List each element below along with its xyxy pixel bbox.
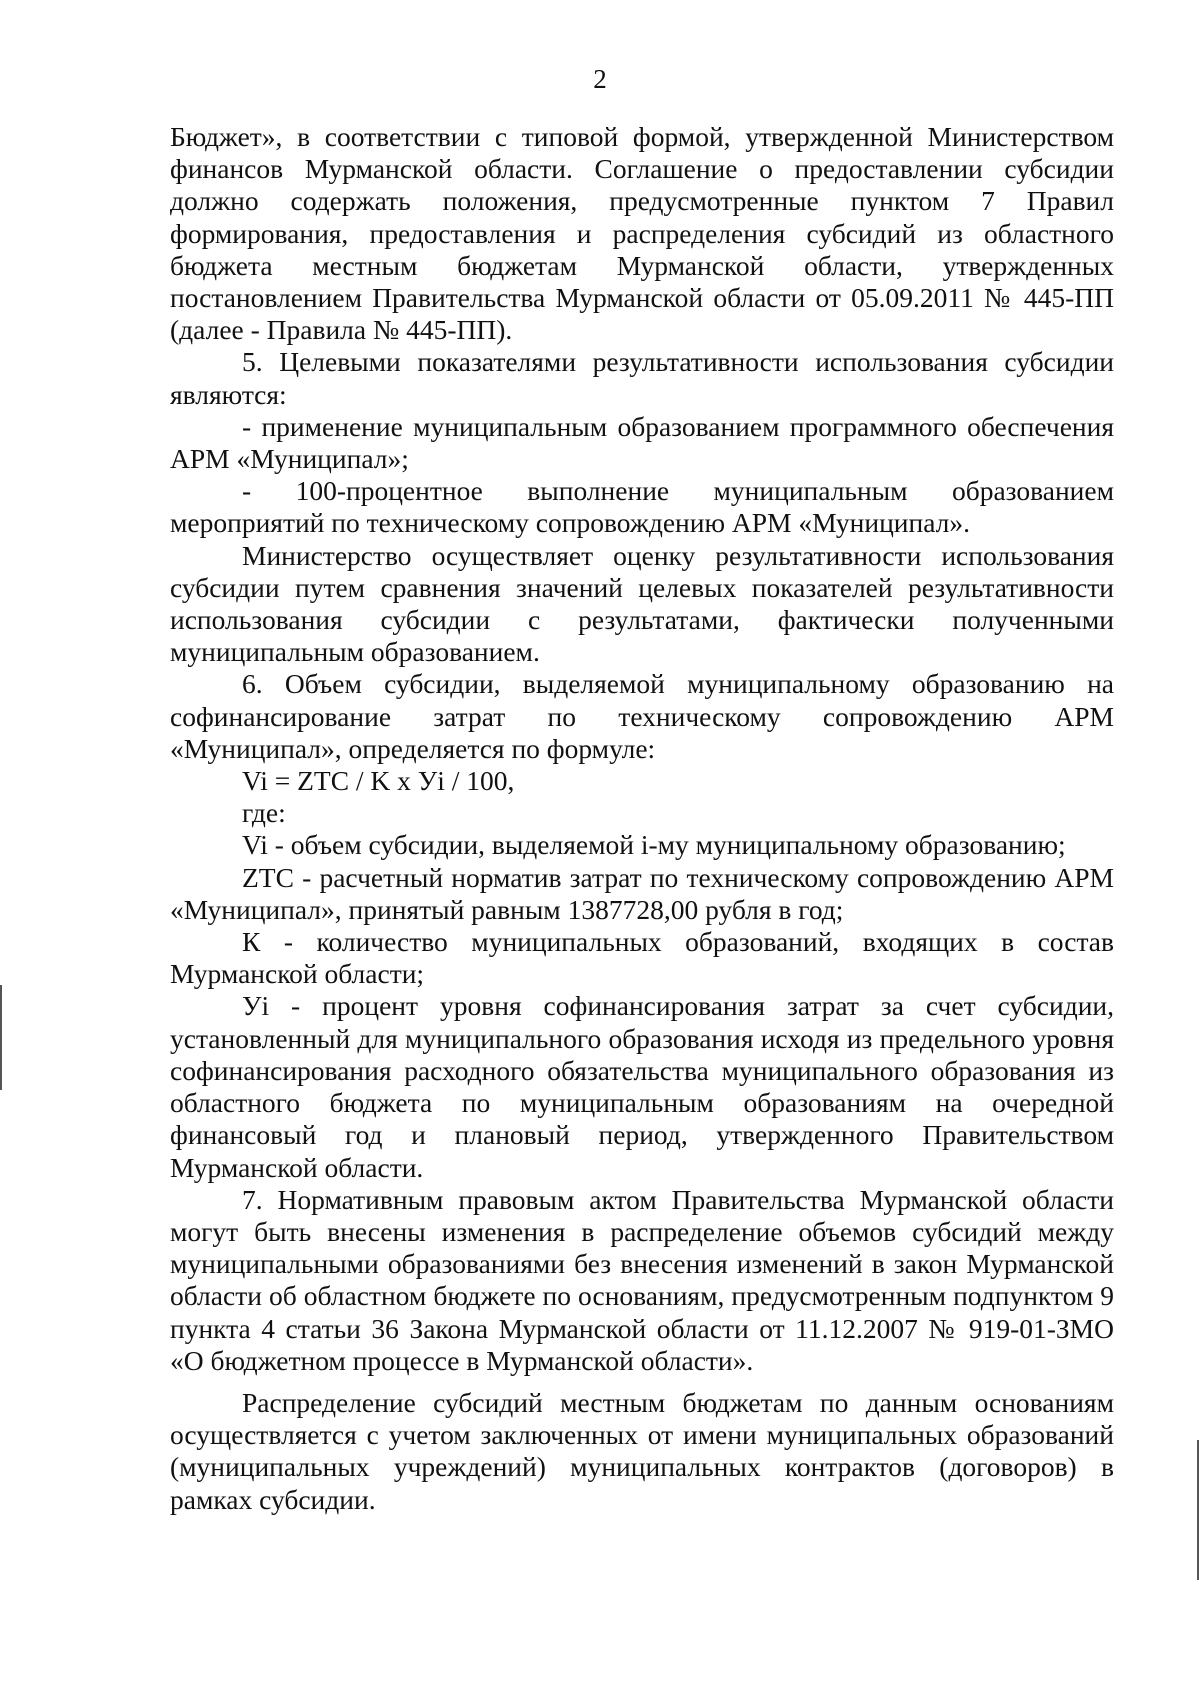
formula-where: где: (242, 797, 286, 829)
paragraph-continuation: Бюджет», в соответствии с типовой формой, утвержденной Министерством финансов Мурманской области. Соглашение о предоставлении субсидии должно содержать положения, предусмотренные пунктом 7 Правил формирования, предоставления и распределения субсидий из областного бюджета местным бюджетам Мурманской области, утвержденных постановлением Правительства Мурманской области от 05.09.2011 № 445-ПП (далее - Правила № 445-ПП). (170, 121, 1114, 346)
formula-term-yi: Уi - процент уровня софинансирования затрат за счет субсидии, установленный для муниципального образования исходя из предельного уровня софинансирования расходного обязательства муниципального образования из областного бюджета по муниципальным образованиям на очередной финансовый год и плановый период, утвержденного Правительством Мурманской области. (170, 990, 1114, 1183)
list-item-indicator-2: - 100-процентное выполнение муниципальным образованием мероприятий по техническому сопровождению АРМ «Муниципал». (170, 475, 1114, 539)
paragraph-item-6: 6. Объем субсидии, выделяемой муниципальному образованию на софинансирование затрат по техническому сопровождению АРМ «Муниципал», определяется по формуле: (170, 668, 1114, 764)
scan-edge-mark (1197, 1440, 1199, 1580)
paragraph-distribution: Распределение субсидий местным бюджетам по данным основаниям осуществляется с учетом заключенных от имени муниципальных образований (муниципальных учреждений) муниципальных контрактов (договоров) в рамках субсидии. (170, 1386, 1114, 1515)
list-item-indicator-1: - применение муниципальным образованием программного обеспечения АРМ «Муниципал»; (170, 410, 1114, 475)
paragraph-item-7: 7. Нормативным правовым актом Правительства Мурманской области могут быть внесены изменения в распределение объемов субсидий между муниципальными образованиями без внесения изменений в закон Мурманской области об областном бюджете по основаниям, предусмотренным подпунктом 9 пункта 4 статьи 36 Закона Мурманской области от 11.12.2007 № 919-01-ЗМО «О бюджетном процессе в Мурманской области». (170, 1183, 1114, 1376)
paragraph-item-5: 5. Целевыми показателями результативности использования субсидии являются: (170, 346, 1114, 410)
document-body (170, 121, 1114, 1516)
formula-term-vi: Vi - объем субсидии, выделяемой i-му муниципальному образованию; (242, 829, 1066, 861)
formula: Vi = ZTC / K x Уi / 100, (242, 765, 515, 797)
scan-edge-mark (0, 985, 2, 1090)
formula-term-ztc: ZTC - расчетный норматив затрат по техническому сопровождению АРМ «Муниципал», принятый равным 1387728,00 рубля в год; (170, 861, 1114, 925)
formula-term-k: К - количество муниципальных образований, входящих в состав Мурманской области; (170, 926, 1114, 990)
paragraph-assessment: Министерство осуществляет оценку результативности использования субсидии путем сравнения значений целевых показателей результативности использования субсидии с результатами, фактически полученными муниципальным образованием. (170, 539, 1114, 668)
page-number: 2 (593, 64, 607, 94)
